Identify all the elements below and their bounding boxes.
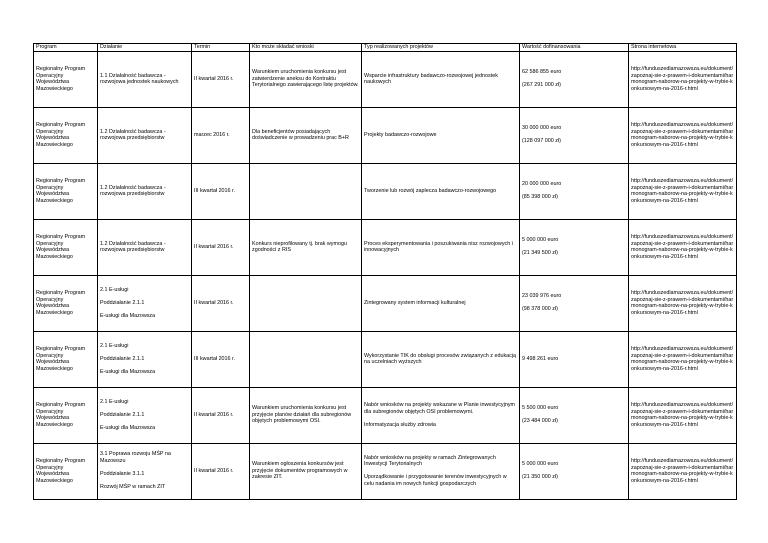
table-row xyxy=(34,107,737,163)
column-header: Wartość dofinansowania xyxy=(520,44,629,52)
wartosc-cell-line: (85 398 000 zł) xyxy=(522,194,558,201)
wartosc-cell xyxy=(520,443,629,499)
dzialanie-cell-line: 1.2 Działalność badawcza - rozwojowa przedsiębiorstw xyxy=(100,184,166,198)
dzialanie-cell xyxy=(98,51,192,107)
wartosc-cell-line: 23 039 976 euro xyxy=(522,293,562,300)
wartosc-cell-line: (128 097 000 zł) xyxy=(522,138,561,145)
dzialanie-cell xyxy=(98,163,192,219)
wartosc-cell-line: (23 484 000 zł) xyxy=(522,418,558,425)
dzialanie-cell-line: E-usługi dla Mazowsza xyxy=(100,312,156,319)
dzialanie-cell xyxy=(98,443,192,499)
wartosc-cell-line: (98 378 000 zł) xyxy=(522,306,558,313)
column-header: Termin xyxy=(192,44,250,52)
typ-cell-line: Proces eksperymentowania i poszukiwania nisz rozwojowych i innowacyjnych xyxy=(364,240,513,254)
strona-cell: http://funduszedlamazowsza.eu/dokument/zapoznaj-sie-z-prawem-i-dokumentami/harmonogram-naborow-na-projekty-w-trybie-konkursowym-na-2016-r.html xyxy=(629,107,737,163)
typ-cell xyxy=(362,387,520,443)
termin-cell: II kwartał 2016 r. xyxy=(192,443,250,499)
dzialanie-cell-line: Poddziałanie 3.1.1 xyxy=(100,471,145,478)
wartosc-cell xyxy=(520,219,629,275)
dzialanie-cell xyxy=(98,387,192,443)
program-cell: Regionalny Program Operacyjny Województwa Mazowieckiego xyxy=(34,387,98,443)
kto-cell: Warunkiem uruchomienia konkursu jest zatwierdzenie aneksu do Kontraktu Terytorialnego zawierającego listę projektów. xyxy=(250,51,362,107)
termin-cell: II kwartał 2016 r. xyxy=(192,51,250,107)
wartosc-cell-line: 9 498 261 euro xyxy=(522,355,559,362)
strona-cell: http://funduszedlamazowsza.eu/dokument/zapoznaj-sie-z-prawem-i-dokumentami/harmonogram-naborow-na-projekty-w-trybie-konkursowym-na-2016-r.html xyxy=(629,219,737,275)
strona-cell: http://funduszedlamazowsza.eu/dokument/zapoznaj-sie-z-prawem-i-dokumentami/harmonogram-naborow-na-projekty-w-trybie-konkursowym-na-2016-r.html xyxy=(629,331,737,387)
table-row xyxy=(34,331,737,387)
dzialanie-cell-line: 2.1 E-usługi xyxy=(100,398,129,405)
program-cell: Regionalny Program Operacyjny Województwa Mazowieckiego xyxy=(34,51,98,107)
dzialanie-cell-line: 1.2 Działalność badawcza - rozwojowa przedsiębiorstw xyxy=(100,128,166,142)
dzialanie-cell xyxy=(98,219,192,275)
dzialanie-cell-line: E-usługi dla Mazowsza xyxy=(100,424,156,431)
dzialanie-cell-line: 2.1 E-usługi xyxy=(100,286,129,293)
table-row xyxy=(34,387,737,443)
typ-cell-line: Zintegrowany system informacji kulturalnej xyxy=(364,299,466,306)
termin-cell: II kwartał 2016 r. xyxy=(192,275,250,331)
program-cell: Regionalny Program Operacyjny Województwa Mazowieckiego xyxy=(34,107,98,163)
harmonogram-table xyxy=(33,43,737,500)
typ-cell-line: Uporządkowanie i przygotowanie terenów inwestycyjnych w celu nadania im nowych funkcji gospodarczych xyxy=(364,474,507,487)
termin-cell: III kwartał 2016 r. xyxy=(192,331,250,387)
termin-cell: II kwartał 2016 r. xyxy=(192,219,250,275)
table-body xyxy=(34,51,737,499)
wartosc-cell-line: 5 500 000 euro xyxy=(522,405,559,412)
wartosc-cell-line: 5 000 000 euro xyxy=(522,237,559,244)
kto-cell: Warunkiem uruchomienia konkursu jest przyjęcie planów działań dla subregionów objętych problemowymi OSI. xyxy=(250,387,362,443)
dzialanie-cell-line: Poddziałanie 2.1.1 xyxy=(100,355,145,362)
typ-cell-line: Wsparcie infrastruktury badawczo-rozwojowej jednostek naukowych xyxy=(364,72,498,86)
wartosc-cell-line: 5 000 000 euro xyxy=(522,461,559,468)
wartosc-cell xyxy=(520,163,629,219)
typ-cell xyxy=(362,163,520,219)
termin-cell: marzec 2016 r. xyxy=(192,107,250,163)
dzialanie-cell xyxy=(98,107,192,163)
dzialanie-cell-line: E-usługi dla Mazowsza xyxy=(100,368,156,375)
strona-cell: http://funduszedlamazowsza.eu/dokument/zapoznaj-sie-z-prawem-i-dokumentami/harmonogram-naborow-na-projekty-w-trybie-konkursowym-na-2016-r.html xyxy=(629,387,737,443)
program-cell: Regionalny Program Operacyjny Województwa Mazowieckiego xyxy=(34,443,98,499)
dzialanie-cell-line: Poddziałanie 2.1.1 xyxy=(100,299,145,306)
dzialanie-cell-line: 2.1 E-usługi xyxy=(100,342,129,349)
strona-cell: http://funduszedlamazowsza.eu/dokument/zapoznaj-sie-z-prawem-i-dokumentami/harmonogram-naborow-na-projekty-w-trybie-konkursowym-na-2016-r.html xyxy=(629,163,737,219)
typ-cell-line: Nabór wniosków na projekty wskazane w Planie inwestycyjnym dla subregionów objętych OSI problemowymi. xyxy=(364,401,516,415)
program-cell: Regionalny Program Operacyjny Województwa Mazowieckiego xyxy=(34,219,98,275)
typ-cell-line: Projekty badawczo-rozwojowe xyxy=(364,131,437,138)
kto-cell xyxy=(250,275,362,331)
strona-cell: http://funduszedlamazowsza.eu/dokument/zapoznaj-sie-z-prawem-i-dokumentami/harmonogram-naborow-na-projekty-w-trybie-konkursowym-na-2016-r.html xyxy=(629,275,737,331)
table-row xyxy=(34,219,737,275)
kto-cell xyxy=(250,163,362,219)
wartosc-cell-line: 62 586 855 euro xyxy=(522,69,562,76)
wartosc-cell-line: (21 350 000 zł) xyxy=(522,474,558,481)
program-cell: Regionalny Program Operacyjny Województwa Mazowieckiego xyxy=(34,275,98,331)
dzialanie-cell-line: 1.2 Działalność badawcza - rozwojowa przedsiębiorstw xyxy=(100,240,166,254)
typ-cell-line: Nabór wniosków na projekty w ramach Zintegrowanych Inwestycji Terytorialnych xyxy=(364,454,496,468)
kto-cell: Dla beneficjentów posiadających doświadczenie w prowadzeniu prac B+R xyxy=(250,107,362,163)
wartosc-cell xyxy=(520,51,629,107)
wartosc-cell xyxy=(520,331,629,387)
table-row xyxy=(34,443,737,499)
termin-cell: III kwartał 2016 r. xyxy=(192,163,250,219)
header-row xyxy=(34,44,737,52)
program-cell: Regionalny Program Operacyjny Województwa Mazowieckiego xyxy=(34,331,98,387)
dzialanie-cell-line: Poddziałanie 2.1.1 xyxy=(100,411,145,418)
table-row xyxy=(34,163,737,219)
column-header: Strona internetowa xyxy=(629,44,737,52)
typ-cell xyxy=(362,51,520,107)
column-header: Kto może składać wnioski xyxy=(250,44,362,52)
table-row xyxy=(34,275,737,331)
dzialanie-cell-line: 3.1 Poprawa rozwoju MŚP na Mazowszu xyxy=(100,451,171,464)
dzialanie-cell xyxy=(98,275,192,331)
wartosc-cell-line: (267 291 000 zł) xyxy=(522,82,561,89)
typ-cell xyxy=(362,331,520,387)
strona-cell: http://funduszedlamazowsza.eu/dokument/zapoznaj-sie-z-prawem-i-dokumentami/harmonogram-naborow-na-projekty-w-trybie-konkursowym-na-2016-r.html xyxy=(629,51,737,107)
typ-cell xyxy=(362,443,520,499)
column-header: Działanie xyxy=(98,44,192,52)
typ-cell xyxy=(362,275,520,331)
wartosc-cell xyxy=(520,387,629,443)
wartosc-cell xyxy=(520,107,629,163)
typ-cell-line: Wykorzystanie TIK do obsługi procesów związanych z edukacją na uczelniach wyższych xyxy=(364,352,517,366)
typ-cell-line: Informatyzacja służby zdrowia xyxy=(364,421,436,428)
kto-cell xyxy=(250,331,362,387)
termin-cell: II kwartał 2016 r. xyxy=(192,387,250,443)
typ-cell xyxy=(362,219,520,275)
column-header: Program xyxy=(34,44,98,52)
dzialanie-cell xyxy=(98,331,192,387)
strona-cell: http://funduszedlamazowsza.eu/dokument/zapoznaj-sie-z-prawem-i-dokumentami/harmonogram-naborow-na-projekty-w-trybie-konkursowym-na-2016-r.html xyxy=(629,443,737,499)
table-row xyxy=(34,51,737,107)
kto-cell: Konkurs nieprofilowany tj. brak wymogu zgodności z RIS xyxy=(250,219,362,275)
dzialanie-cell-line: 1.1 Działalność badawcza - rozwojowa jednostek naukowych xyxy=(100,72,179,86)
typ-cell-line: Tworzenie lub rozwój zaplecza badawczo-rozwojowego xyxy=(364,187,497,194)
wartosc-cell xyxy=(520,275,629,331)
dzialanie-cell-line: Rozwój MŚP w ramach ZIT xyxy=(100,484,166,491)
kto-cell: Warunkiem ogłoszenia konkursów jest przyjęcie dokumentów programowych w zakresie ZIT. xyxy=(250,443,362,499)
program-cell: Regionalny Program Operacyjny Województwa Mazowieckiego xyxy=(34,163,98,219)
wartosc-cell-line: (21 349 500 zł) xyxy=(522,250,558,257)
typ-cell xyxy=(362,107,520,163)
wartosc-cell-line: 20 000 000 euro xyxy=(522,181,562,188)
column-header: Typ realizowanych projektów xyxy=(362,44,520,52)
wartosc-cell-line: 30 000 000 euro xyxy=(522,125,562,132)
